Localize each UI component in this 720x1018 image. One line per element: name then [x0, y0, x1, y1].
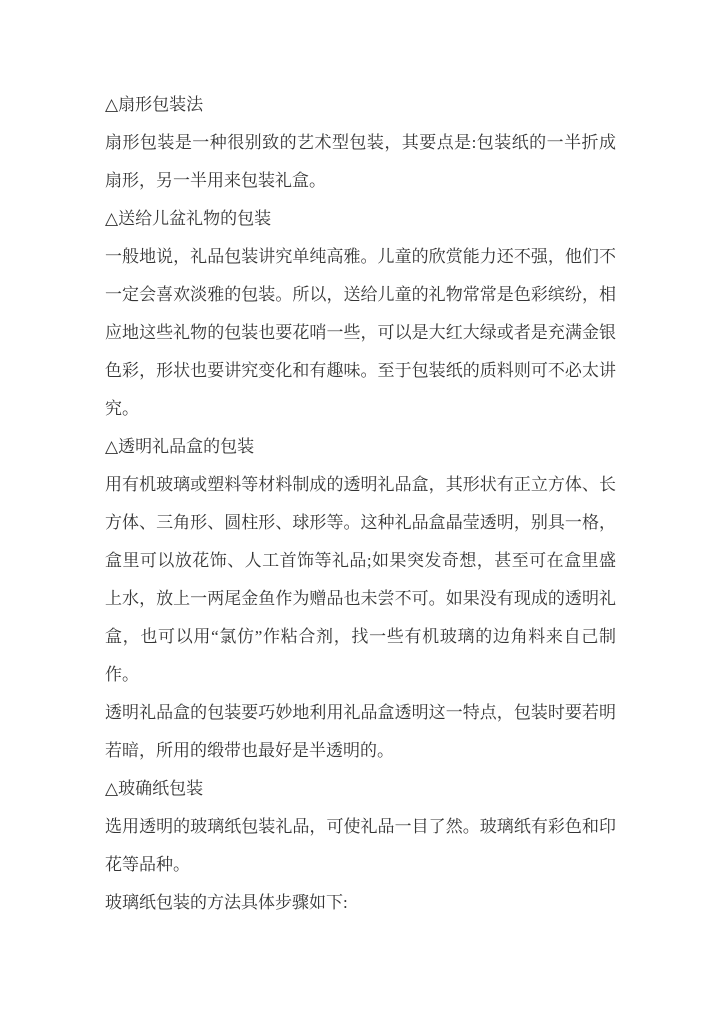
paragraph-cellophane: 选用透明的玻璃纸包装礼品，可使礼品一目了然。玻璃纸有彩色和印花等品种。	[105, 817, 616, 874]
section-heading-fan-wrapping: △扇形包装法	[105, 95, 204, 114]
section-heading-cellophane: △玻确纸包装	[105, 779, 204, 798]
paragraph-children-gift: 一般地说，礼品包装讲究单纯高雅。儿童的欣赏能力还不强，他们不一定会喜欢淡雅的包装。所以，送给儿童的礼物常常是色彩缤纷，相应地这些礼物的包装也要花哨一些，可以是大红大绿或者是充满金银色彩，形状也要讲究变化和有趣味。至于包装纸的质料则可不必太讲究。	[105, 247, 616, 418]
paragraph-transparent-box-2: 透明礼品盒的包装要巧妙地利用礼品盒透明这一特点，包装时要若明若暗，所用的缎带也最好是半透明的。	[105, 703, 616, 760]
paragraph-steps-intro: 玻璃纸包装的方法具体步骤如下:	[105, 893, 348, 912]
section-heading-children-gift: △送给儿盆礼物的包装	[105, 209, 272, 228]
section-heading-transparent-box: △透明礼品盒的包装	[105, 437, 255, 456]
paragraph-fan-wrapping: 扇形包装是一种很别致的艺术型包装，其要点是:包装纸的一半折成扇形，另一半用来包装礼盒。	[105, 133, 616, 190]
paragraph-transparent-box-1: 用有机玻璃或塑料等材料制成的透明礼品盒，其形状有正立方体、长方体、三角形、圆柱形、球形等。这种礼品盒晶莹透明，别具一格，盒里可以放花饰、人工首饰等礼品;如果突发奇想，甚至可在盒里盛上水，放上一两尾金鱼作为赠品也未尝不可。如果没有现成的透明礼盒，也可以用“氯仿”作粘合剂，找一些有机玻璃的边角料来自己制作。	[105, 475, 616, 684]
